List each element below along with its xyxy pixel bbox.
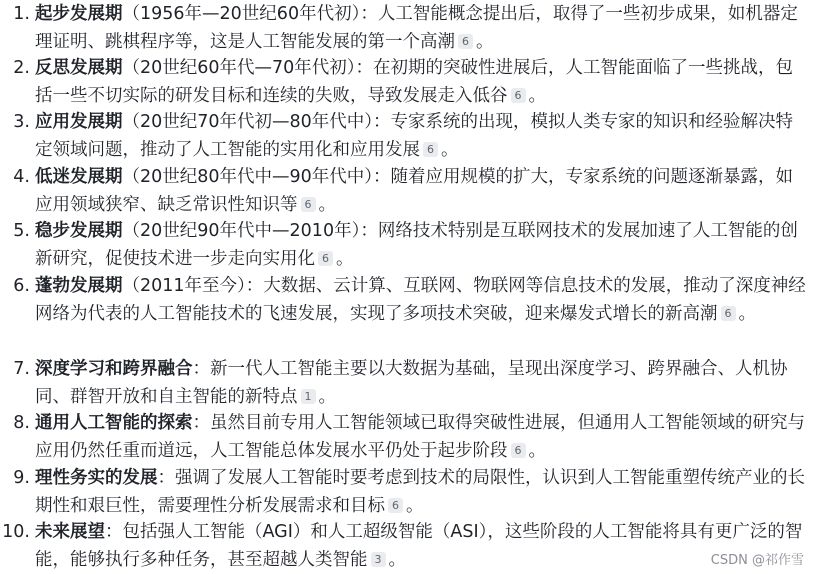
item-number: 3. [13,112,30,132]
item-number: 9. [13,468,30,488]
citation-badge[interactable]: 1 [301,389,316,404]
item-body [35,272,810,328]
item-body [35,518,810,574]
item-title: 理性务实的发展 [35,468,158,488]
item-body [35,54,810,110]
item-end-punct: 。 [406,496,424,516]
item-text: ：虽然目前专用人工智能领域已取得突破性进展，但通用人工智能领域的研究与应用仍然任重而道远，人工智能总体发展水平仍处于起步阶段 [35,413,805,461]
item-body [35,163,810,219]
citation-badge[interactable]: 6 [721,306,736,321]
item-text: （20世纪90年代中—2010年）：网络技术特别是互联网技术的发展加速了人工智能的创新研究，促使技术进一步走向实用化 [35,221,798,269]
item-end-punct: 。 [388,550,406,570]
item-number: 1. [13,4,30,24]
item-number: 10. [2,522,30,542]
item-text: ：包括强人工智能（AGI）和人工超级智能（ASI），这些阶段的人工智能将具有更广泛的智能，能够执行多种任务，甚至超越人类智能 [35,522,803,570]
item-title: 未来展望 [35,522,105,542]
watermark: CSDN @祁作雪 [710,553,804,568]
item-number: 7. [13,359,30,379]
item-body [35,108,810,164]
item-text: （1956年—20世纪60年代初）：人工智能概念提出后，取得了一些初步成果，如机器定理证明、跳棋程序等，这是人工智能发展的第一个高潮 [35,4,798,52]
citation-badge[interactable]: 6 [388,498,403,513]
item-number: 6. [13,276,30,296]
item-end-punct: 。 [336,249,354,269]
item-end-punct: 。 [738,304,756,324]
item-body [35,464,810,520]
item-end-punct: 。 [318,195,336,215]
item-number: 8. [13,413,30,433]
item-title: 应用发展期 [35,112,123,132]
item-title: 低迷发展期 [35,167,123,187]
item-body [35,0,810,56]
item-end-punct: 。 [318,387,336,407]
item-number: 2. [13,58,30,78]
item-end-punct: 。 [476,32,494,52]
citation-badge[interactable]: 3 [371,552,386,567]
item-end-punct: 。 [441,140,459,160]
item-title: 稳步发展期 [35,221,123,241]
citation-badge[interactable]: 6 [301,197,316,212]
item-body [35,355,810,411]
item-number: 4. [13,167,30,187]
citation-badge[interactable]: 6 [423,142,438,157]
item-text: ：新一代人工智能主要以大数据为基础，呈现出深度学习、跨界融合、人机协同、群智开放和自主智能的新特点 [35,359,788,407]
item-title: 反思发展期 [35,58,123,78]
item-title: 深度学习和跨界融合 [35,359,193,379]
item-body [35,217,810,273]
item-text: （20世纪60年代—70年代初）：在初期的突破性进展后，人工智能面临了一些挑战，包括一些不切实际的研发目标和连续的失败，导致发展走入低谷 [35,58,794,106]
item-text: （20世纪80年代中—90年代中）：随着应用规模的扩大，专家系统的问题逐渐暴露，如应用领域狭窄、缺乏常识性知识等 [35,167,794,215]
item-text: ：强调了发展人工智能时要考虑到技术的局限性，认识到人工智能重塑传统产业的长期性和艰巨性，需要理性分析发展需求和目标 [35,468,805,516]
citation-badge[interactable]: 6 [511,443,526,458]
item-body [35,409,810,465]
citation-badge[interactable]: 6 [511,88,526,103]
item-text: （2011年至今）：大数据、云计算、互联网、物联网等信息技术的发展，推动了深度神经网络为代表的人工智能技术的飞速发展，实现了多项技术突破，迎来爆发式增长的新高潮 [35,276,806,324]
item-end-punct: 。 [528,441,546,461]
item-number: 5. [13,221,30,241]
item-title: 起步发展期 [35,4,123,24]
citation-badge[interactable]: 6 [318,251,333,266]
item-title: 通用人工智能的探索 [35,413,193,433]
citation-badge[interactable]: 6 [458,34,473,49]
item-end-punct: 。 [528,86,546,106]
item-text: （20世纪70年代初—80年代中）：专家系统的出现，模拟人类专家的知识和经验解决特定领域问题，推动了人工智能的实用化和应用发展 [35,112,794,160]
item-title: 蓬勃发展期 [35,276,123,296]
